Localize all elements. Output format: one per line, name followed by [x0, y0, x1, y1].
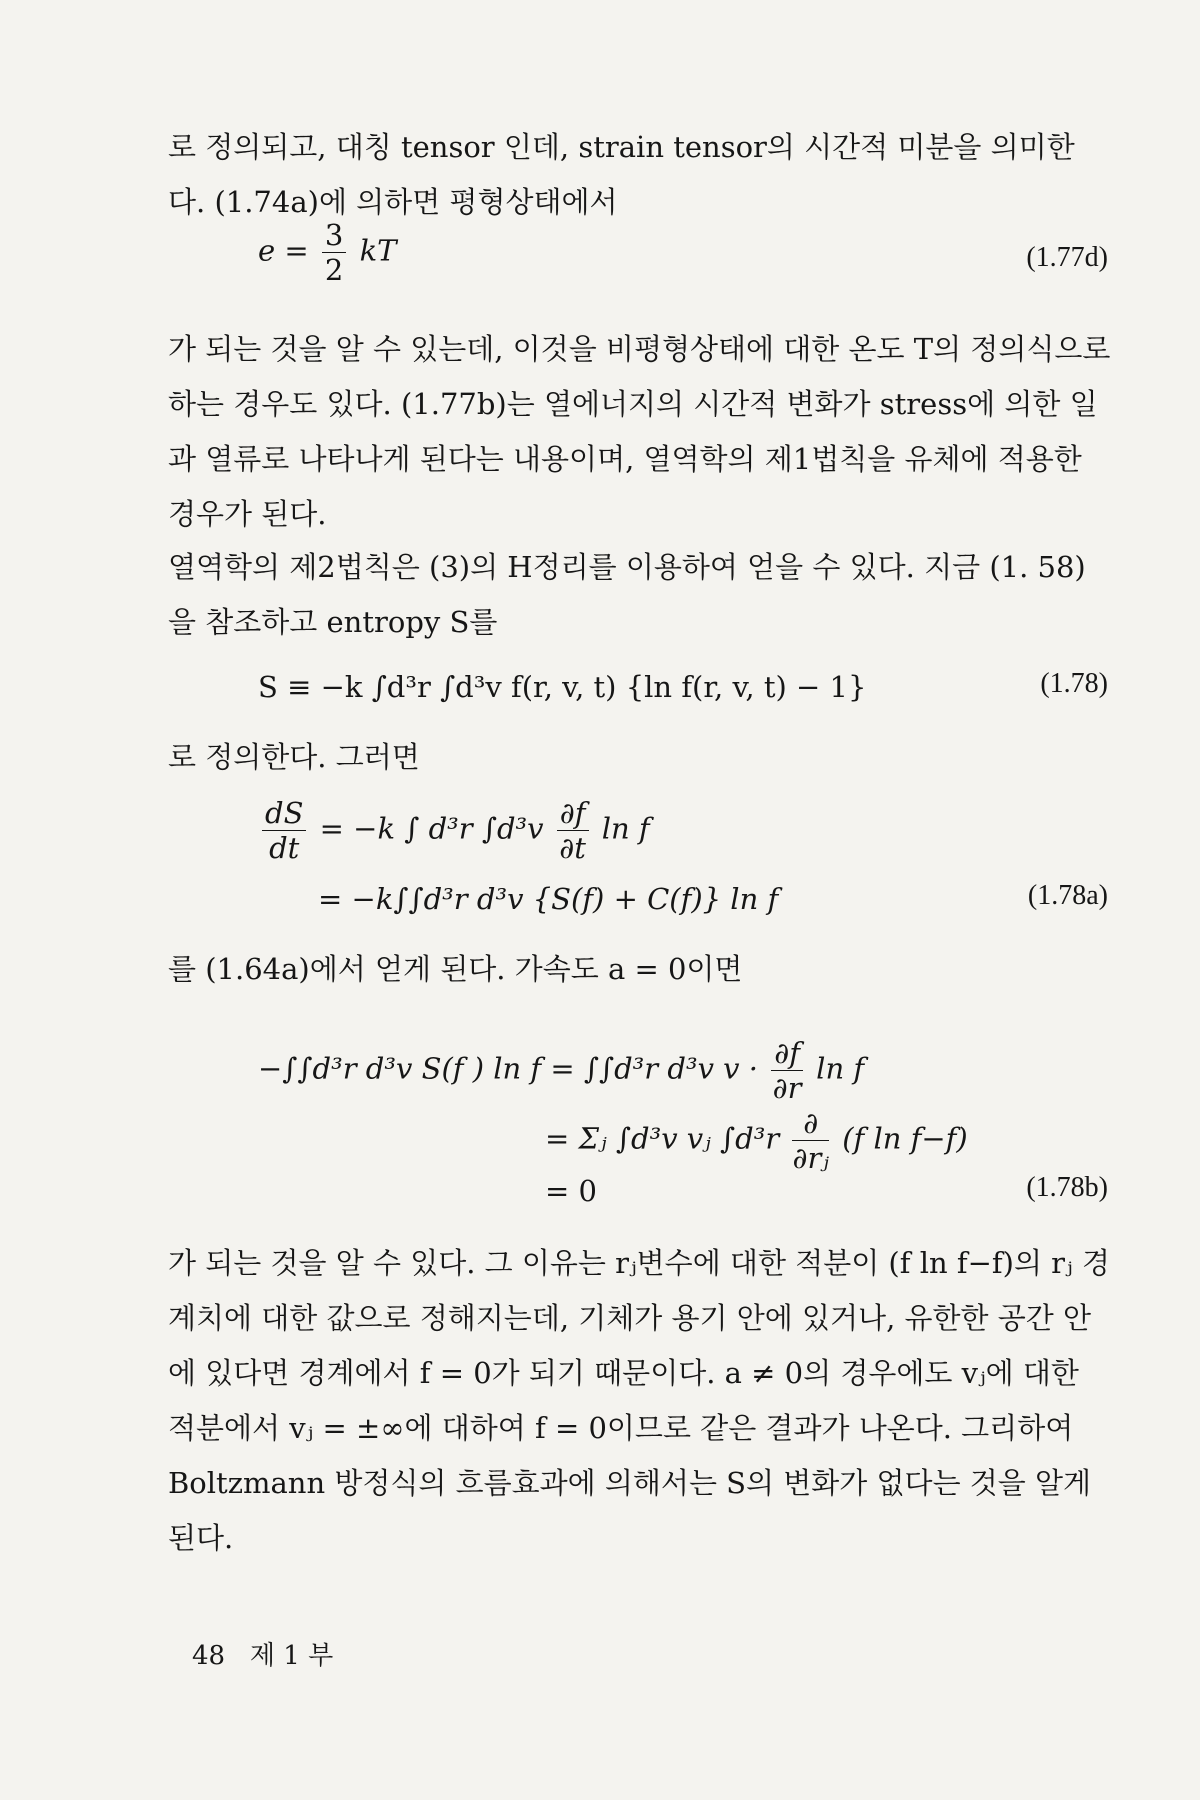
equation-1-78a-line1 [258, 796, 650, 865]
eq-178a-numerator: dS [262, 796, 306, 831]
eq-177d-rhs: kT [359, 233, 397, 268]
eq-178b-rhs1-num: ∂f [771, 1036, 803, 1071]
paragraph-2: 가 되는 것을 알 수 있는데, 이것을 비평형상태에 대한 온도 T의 정의식으로 하는 경우도 있다. (1.77b)는 열에너지의 시간적 변화가 stress에 의한 일과 열류로 나타나게 된다는 내용이며, 열역학의 제1법칙을 유체에 적용한 경우가 된다. [168, 332, 1111, 531]
equation-1-78a-line2: = −k∫∫d³r d³v {S(f) + C(f)} ln f [318, 882, 779, 916]
eq-178b-rhs2-end: (f ln f−f) [842, 1121, 968, 1156]
eq-178b-rhs1: ∫∫d³r d³v v · [583, 1051, 758, 1086]
eq-178a-denominator: dt [269, 831, 300, 865]
eq-label-178a: (1.78a) [1027, 880, 1108, 911]
eq-label-178: (1.78) [1040, 668, 1108, 699]
eq-177d-numerator: 3 [322, 218, 346, 253]
paragraph-4: 로 정의한다. 그러면 [168, 740, 420, 774]
eq-178b-rhs1-fraction [771, 1036, 803, 1105]
eq-178a-line1: = −k ∫ d³r ∫d³v [319, 811, 544, 846]
equation-1-78b-line3: = 0 [545, 1174, 597, 1208]
eq-178a-partial [557, 796, 589, 865]
eq-177d-denominator: 2 [324, 253, 344, 287]
eq-178a-fraction [262, 796, 306, 865]
eq-178a-line1-end: ln f [601, 811, 650, 846]
eq-178a-partial-den: ∂t [559, 831, 586, 865]
paragraph-5: 를 (1.64a)에서 얻게 된다. 가속도 a = 0이면 [168, 952, 743, 986]
eq-178b-rhs2-num: ∂ [792, 1106, 829, 1141]
eq-178b-lhs: −∫∫d³r d³v S(f ) ln f = [258, 1051, 575, 1086]
part-label: 제 1 부 [249, 1641, 334, 1671]
eq-178b-rhs2: = Σⱼ ∫d³v vⱼ ∫d³r [545, 1121, 780, 1156]
page-footer [192, 1635, 333, 1672]
page-number: 48 [192, 1641, 226, 1671]
eq-178a-partial-num: ∂f [557, 796, 589, 831]
eq-178b-rhs1-den: ∂r [772, 1071, 802, 1105]
eq-178b-rhs2-den: ∂rⱼ [792, 1141, 829, 1175]
eq-178b-rhs1-end: ln f [816, 1051, 865, 1086]
eq-label-177d: (1.77d) [1026, 242, 1108, 273]
eq-178b-rhs2-fraction [792, 1106, 829, 1175]
paragraph-6: 가 되는 것을 알 수 있다. 그 이유는 rⱼ변수에 대한 적분이 (f ln f−f)의 rⱼ 경계치에 대한 값으로 정해지는데, 기체가 용기 안에 있거나, 유한한 공간 안에 있다면 경계에서 f = 0가 되기 때문이다. a ≠ 0의 경우에도 vⱼ에 대한 적분에서 vⱼ = ±∞에 대하여 f = 0이므로 같은 결과가 나온다. 그리하여 Boltzmann 방정식의 흐름효과에 의해서는 S의 변화가 없다는 것을 알게 된다. [168, 1246, 1110, 1555]
eq-177d-lhs: e = [258, 233, 309, 268]
equation-1-78b-line1 [258, 1036, 864, 1105]
eq-177d-fraction [322, 218, 346, 287]
paragraph-1: 로 정의되고, 대칭 tensor 인데, strain tensor의 시간적 미분을 의미한 다. (1.74a)에 의하면 평형상태에서 [168, 130, 1075, 219]
paragraph-3: 열역학의 제2법칙은 (3)의 H정리를 이용하여 얻을 수 있다. 지금 (1. 58)을 참조하고 entropy S를 [168, 550, 1086, 639]
equation-1-78: S ≡ −k ∫d³r ∫d³v f(r, v, t) {ln f(r, v, t) − 1} [258, 670, 867, 704]
eq-label-178b: (1.78b) [1026, 1172, 1108, 1203]
equation-1-78b-line2 [545, 1106, 968, 1175]
equation-1-77d [258, 218, 397, 287]
